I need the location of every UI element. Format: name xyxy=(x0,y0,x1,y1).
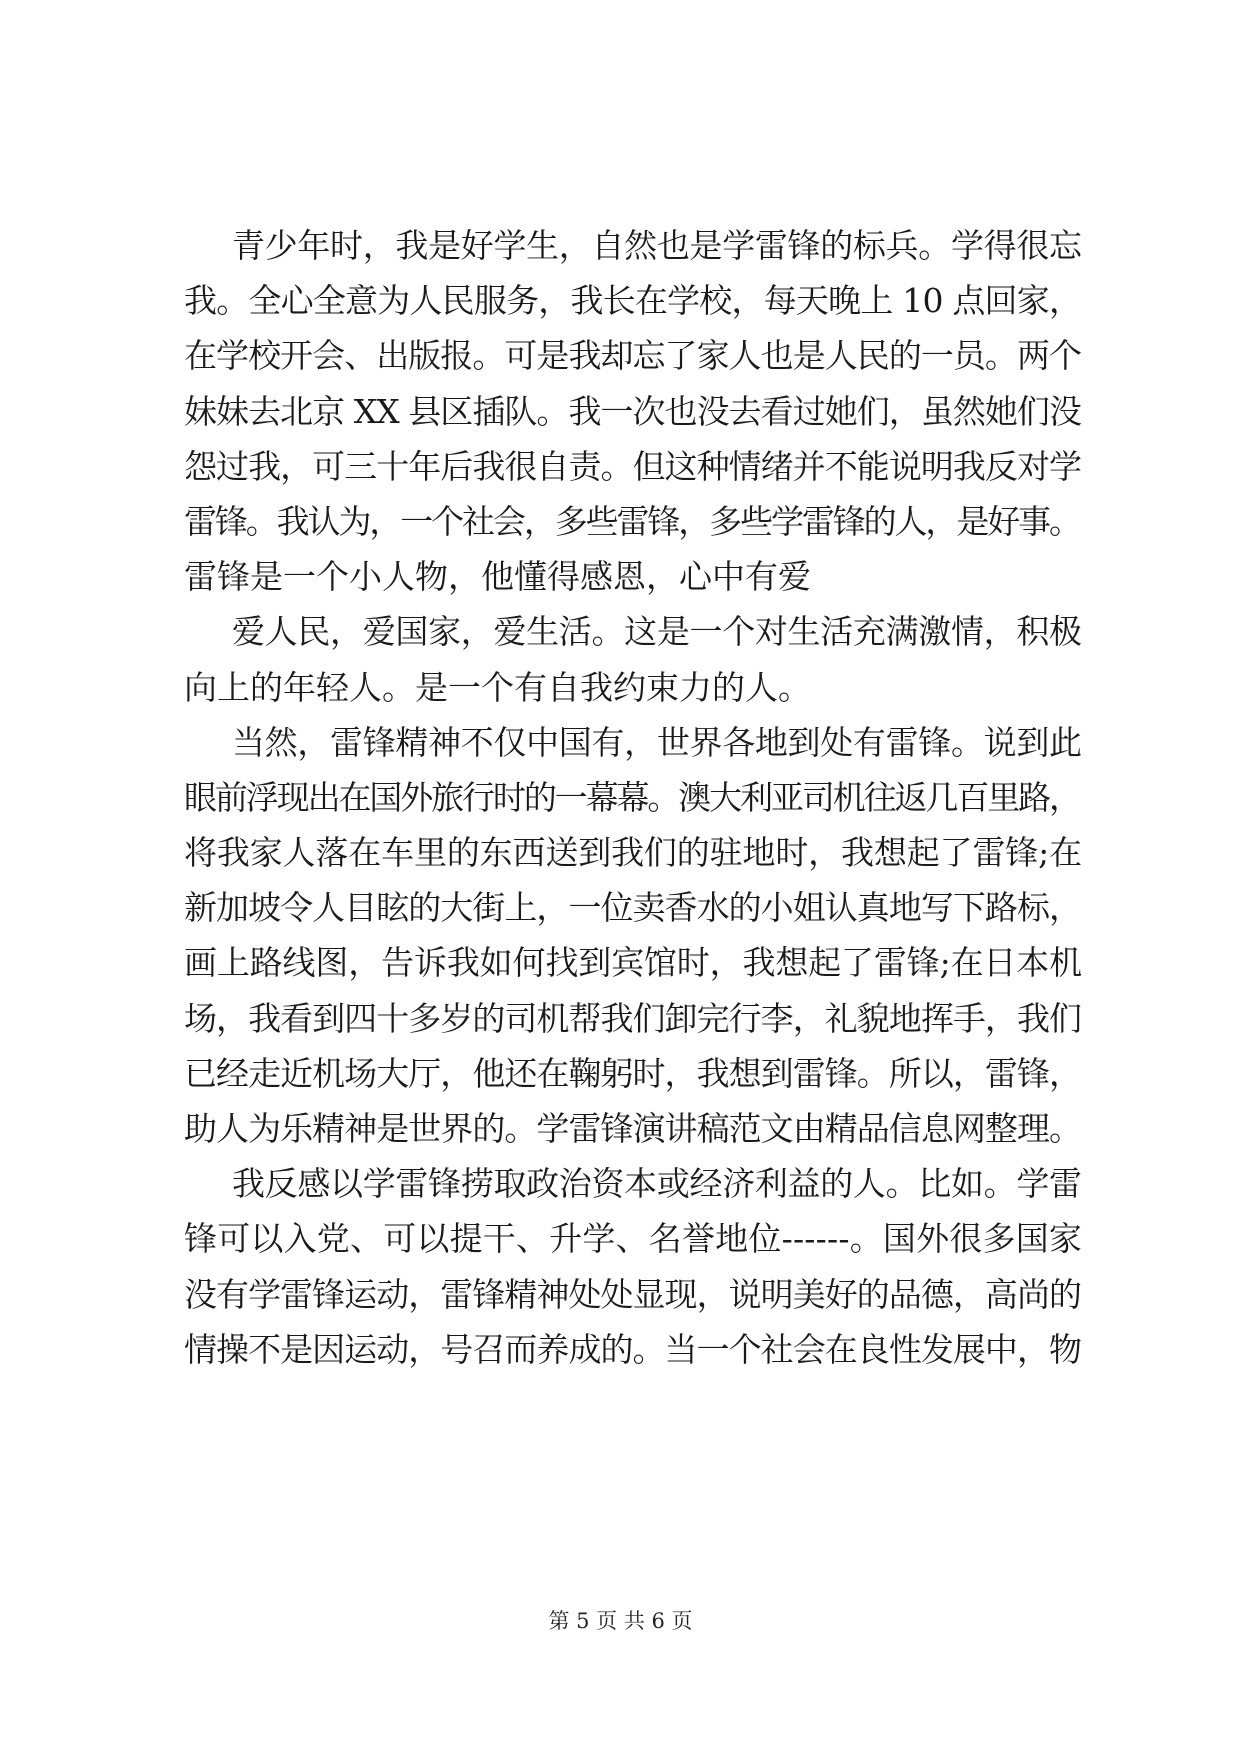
text-line: 爱人民，爱国家，爱生活。这是一个对生活充满激情，积极 xyxy=(232,612,1082,651)
text-line: 雷锋是一个小人物，他懂得感恩，心中有爱 xyxy=(184,557,811,596)
text-line: 青少年时，我是好学生，自然也是学雷锋的标兵。学得很忘 xyxy=(232,226,1082,265)
text-line: 没有学雷锋运动，雷锋精神处处显现，说明美好的品德，高尚的 xyxy=(184,1275,1082,1314)
text-line: 雷锋。我认为，一个社会，多些雷锋，多些学雷锋的人，是好事。 xyxy=(184,502,1080,541)
text-line: 当然，雷锋精神不仅中国有，世界各地到处有雷锋。说到此 xyxy=(232,723,1082,762)
text-line: 眼前浮现出在国外旅行时的一幕幕。澳大利亚司机往返几百里路， xyxy=(184,778,1080,817)
text-line: 在学校开会、出版报。可是我却忘了家人也是人民的一员。两个 xyxy=(184,336,1082,375)
text-line: 将我家人落在车里的东西送到我们的驻地时，我想起了雷锋;在 xyxy=(184,833,1082,872)
text-line: 场，我看到四十多岁的司机帮我们卸完行李，礼貌地挥手，我们 xyxy=(184,999,1082,1038)
text-line: 新加坡令人目眩的大街上，一位卖香水的小姐认真地写下路标， xyxy=(184,888,1082,927)
text-line: 妹妹去北京 XX 县区插队。我一次也没去看过她们，虽然她们没 xyxy=(184,392,1082,431)
text-line: 我。全心全意为人民服务，我长在学校，每天晚上 10 点回家， xyxy=(184,281,1082,320)
text-line: 向上的年轻人。是一个有自我约束力的人。 xyxy=(184,668,811,707)
text-line: 画上路线图，告诉我如何找到宾馆时，我想起了雷锋;在日本机 xyxy=(184,943,1082,982)
page-number-footer: 第 5 页 共 6 页 xyxy=(548,1609,693,1633)
text-line: 已经走近机场大厅，他还在鞠躬时，我想到雷锋。所以，雷锋， xyxy=(184,1054,1082,1093)
text-line: 情操不是因运动，号召而养成的。当一个社会在良性发展中，物 xyxy=(184,1330,1082,1369)
text-line: 锋可以入党、可以提干、升学、名誉地位------。国外很多国家 xyxy=(184,1219,1083,1258)
text-line: 怨过我，可三十年后我很自责。但这种情绪并不能说明我反对学 xyxy=(184,447,1082,486)
text-line: 助人为乐精神是世界的。学雷锋演讲稿范文由精品信息网整理。 xyxy=(184,1109,1082,1148)
text-line: 我反感以学雷锋捞取政治资本或经济利益的人。比如。学雷 xyxy=(232,1164,1082,1203)
